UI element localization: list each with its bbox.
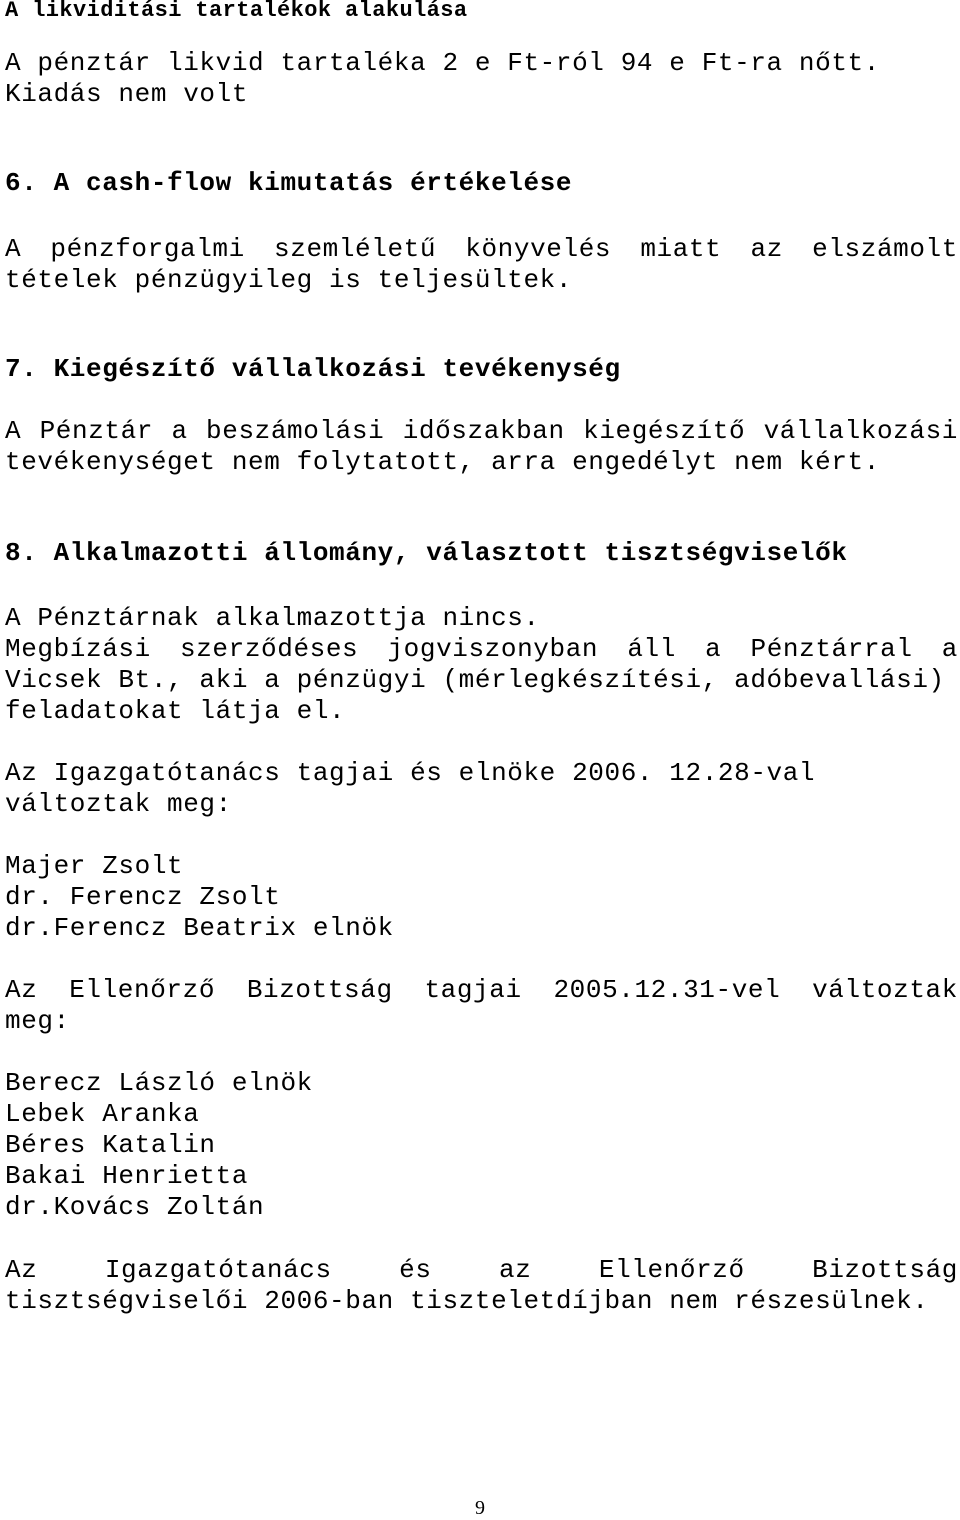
word: Pénztárral [750,634,913,664]
word: és [399,1255,432,1285]
supplementary-heading: 7. Kiegészítő vállalkozási tevékenység [5,354,621,384]
word: Igazgatótanács [104,1255,332,1285]
board-member: dr. Ferencz Zsolt [5,882,281,912]
word: miatt [640,234,722,264]
word: Pénztár [39,416,154,446]
word: A [5,416,22,446]
word: szemléletű [274,234,437,264]
word: Az [5,1255,38,1285]
supervisory-member: Bakai Henrietta [5,1161,249,1191]
staff-text-line-4: feladatokat látja el. [5,696,346,726]
word: pénzforgalmi [50,234,245,264]
word: Bizottság [246,975,393,1005]
supervisory-member: Lebek Aranka [5,1099,200,1129]
supervisory-member: dr.Kovács Zoltán [5,1192,265,1222]
cashflow-heading: 6. A cash-flow kimutatás értékelése [5,168,573,198]
board-text-line-1: Az Igazgatótanács tagjai és elnöke 2006. 12.28-val [5,758,816,788]
supervisory-text-line-2: meg: [5,1006,70,1036]
word: áll [627,634,676,664]
word: 2005.12.31-vel [553,975,781,1005]
word: változtak [812,975,958,1005]
word: A [5,234,22,264]
word: a [171,416,188,446]
word: könyvelés [465,234,612,264]
word: tagjai [424,975,522,1005]
word: a [705,634,722,664]
word: a [941,634,958,664]
supplementary-text-line-1 [5,416,958,447]
supervisory-member: Béres Katalin [5,1130,216,1160]
liquidity-text-line-2: Kiadás nem volt [5,79,249,109]
fees-text-line-2: tisztségviselői 2006-ban tiszteletdíjban nem részesülnek. [5,1286,929,1316]
word: Ellenőrző [69,975,216,1005]
word: időszakban [402,416,565,446]
word: elszámolt [812,234,958,264]
word: Bizottság [812,1255,958,1285]
word: az [750,234,783,264]
liquidity-text-line-1: A pénztár likvid tartaléka 2 e Ft-ról 94 e Ft-ra nőtt. [5,48,880,78]
cashflow-text-line-1 [5,234,958,265]
fees-text-line-1 [5,1255,958,1286]
word: vállalkozási [763,416,958,446]
supplementary-text-line-2: tevékenységet nem folytatott, arra engedélyt nem kért. [5,447,880,477]
board-text-line-2: változtak meg: [5,789,232,819]
page-number: 9 [475,1497,485,1519]
cashflow-text-line-2: tételek pénzügyileg is teljesültek. [5,265,573,295]
supervisory-member: Berecz László elnök [5,1068,313,1098]
word: Az [5,975,38,1005]
staff-heading: 8. Alkalmazotti állomány, választott tisztségviselők [5,538,848,568]
staff-text-line-3: Vicsek Bt., aki a pénzügyi (mérlegkészítési, adóbevallási) [5,665,945,695]
word: szerződéses [180,634,359,664]
board-member: dr.Ferencz Beatrix elnök [5,913,394,943]
staff-text-line-2 [5,634,958,665]
word: kiegészítő [583,416,746,446]
word: Megbízási [5,634,151,664]
word: az [499,1255,532,1285]
word: Ellenőrző [598,1255,745,1285]
liquidity-heading: A likviditási tartalékok alakulása [5,0,468,23]
word: beszámolási [206,416,385,446]
word: jogviszonyban [387,634,599,664]
supervisory-text-line-1 [5,975,958,1006]
board-member: Majer Zsolt [5,851,184,881]
staff-text-line-1: A Pénztárnak alkalmazottja nincs. [5,603,540,633]
